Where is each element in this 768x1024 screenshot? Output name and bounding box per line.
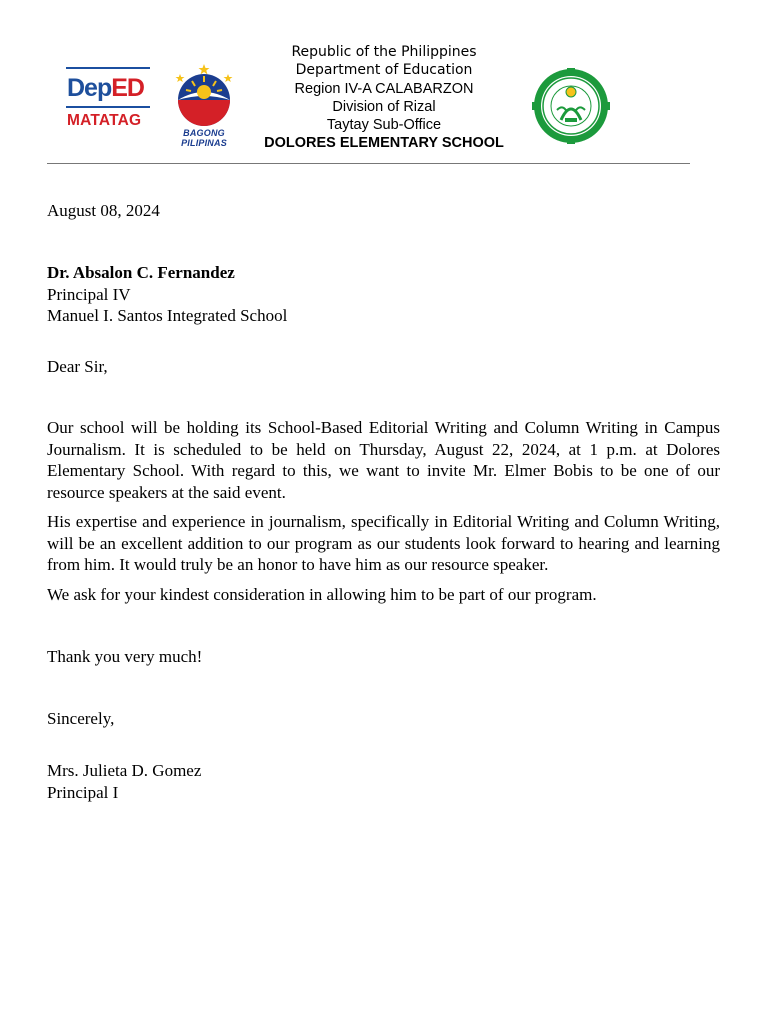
signer-name: Mrs. Julieta D. Gomez (47, 761, 202, 780)
thanks-line: Thank you very much! (47, 647, 203, 666)
letterhead-school-name: DOLORES ELEMENTARY SCHOOL (264, 135, 504, 152)
letterhead (0, 43, 768, 153)
bagong-pilipinas-caption: BAGONG PILIPINAS (181, 128, 227, 148)
body-paragraph-1: Our school will be holding its School-Based Editorial Writing and Column Writing in Campus Journalism. It is scheduled to be held on Thursday, August 22, 2024, at 1 p.m. at Dolores Elementary School. With regard to this, we want to invite Mr. Elmer Bobis to be one of our resource speakers at the said event. (47, 418, 720, 502)
header-divider (47, 163, 690, 164)
salutation: Dear Sir, (47, 357, 108, 376)
letterhead-region: Region IV-A CALABARZON (294, 80, 474, 97)
recipient-block (47, 262, 720, 327)
recipient-name: Dr. Absalon C. Fernandez (47, 263, 235, 282)
recipient-title: Principal IV (47, 284, 131, 304)
deped-wordmark-dep: Dep (67, 74, 112, 102)
letterhead-suboffice: Taytay Sub-Office (326, 117, 442, 134)
recipient-school: Manuel I. Santos Integrated School (47, 306, 288, 325)
matatag-wordmark: MATATAG (67, 112, 142, 129)
body-paragraph-2: His expertise and experience in journalism, specifically in Editorial Writing and Column Writing, will be an excellent addition to our program as our students look forward to hearing and learning from him. It would truly be an honor to have him as our resource speaker. (47, 512, 720, 574)
signature-block (47, 760, 720, 803)
letterhead-division: Division of Rizal (332, 98, 436, 115)
closing-line: Sincerely, (47, 709, 115, 728)
letter-date: August 08, 2024 (47, 201, 160, 220)
signer-title: Principal I (47, 782, 119, 802)
body-paragraph-3: We ask for your kindest consideration in allowing him to be part of our program. (47, 585, 597, 604)
letterhead-department: Department of Education (295, 62, 473, 79)
letterhead-republic: Republic of the Philippines (291, 44, 477, 60)
deped-wordmark-ed: ED (111, 74, 144, 102)
